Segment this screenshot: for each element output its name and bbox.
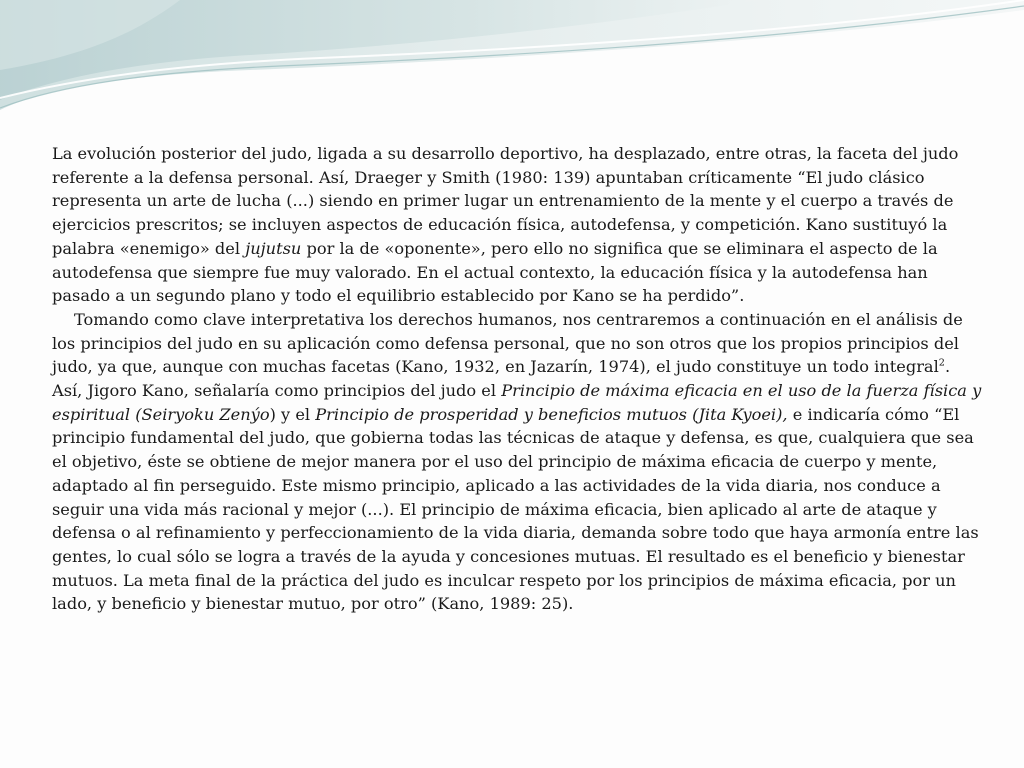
paragraph-2-italic-a: Principio de máxima eficacia en el uso de la fuerza física y espiritual (Seiryoku Zenýo (52, 381, 982, 424)
footnote-mark: 2 (938, 357, 945, 369)
paragraph-1-text: La evolución posterior del judo, ligada a su desarrollo deportivo, ha desplazado, entre otras, la faceta del judo referente a la defensa personal. Así, Draeger y Smith (1980: 139) apuntaban críticamente “El judo clásico representa un arte de lucha (...) siendo en primer lugar un entrenamiento de la mente y el cuerpo a través de ejercicios prescritos; se incluyen aspectos de educación física, autodefensa, y competición. Kano sustituyó la palabra «enemigo» del (52, 144, 959, 258)
body-text (52, 142, 982, 616)
paragraph-1 (52, 142, 982, 308)
paragraph-1-italic-term: jujutsu (245, 238, 302, 258)
header-wave-decoration (0, 0, 1024, 120)
paragraph-2-text-d: e indicaría cómo “El principio fundamental del judo, que gobierna todas las técnicas de ataque y defensa, es que, cualquiera que sea el objetivo, éste se obtiene de mejor manera por el uso del principio de máxima eficacia de cuerpo y mente, adaptado al fin perseguido. Este mismo principio, aplicado a las actividades de la vida diaria, nos conduce a seguir una vida más racional y mejor (...). El principio de máxima eficacia, bien aplicado al arte de ataque y defensa o al refinamiento y perfeccionamiento de la vida diaria, demanda sobre todo que haya armonía entre las gentes, lo cual sólo se logra a través de la ayuda y concesiones mutuas. El resultado es el beneficio y bienestar mutuos. La meta final de la práctica del judo es inculcar respeto por los principios de máxima eficacia, por un lado, y beneficio y bienestar mutuo, por otro” (Kano, 1989: 25). (52, 404, 979, 614)
paragraph-2-text-a: Tomando como clave interpretativa los derechos humanos, nos centraremos a continuación en el análisis de los principios del judo en su aplicación como defensa personal, que no son otros que los propios principios del judo, ya que, aunque con muchas facetas (Kano, 1932, en Jazarín, 1974), el judo constituye un todo integral (52, 309, 963, 377)
paragraph-2-text-c: ) y el (269, 404, 316, 424)
paragraph-2 (52, 308, 982, 616)
paragraph-2-text-b: . Así, Jigoro Kano, señalaría como principios del judo el (52, 357, 951, 401)
paragraph-2-italic-b: Principio de prosperidad y beneficios mutuos (Jita Kyoei), (315, 404, 788, 424)
paragraph-1-text-end: por la de «oponente», pero ello no significa que se eliminara el aspecto de la autodefensa que siempre fue muy valorado. En el actual contexto, la educación física y la autodefensa han pasado a un segundo plano y todo el equilibrio establecido por Kano se ha perdido”. (52, 238, 938, 306)
